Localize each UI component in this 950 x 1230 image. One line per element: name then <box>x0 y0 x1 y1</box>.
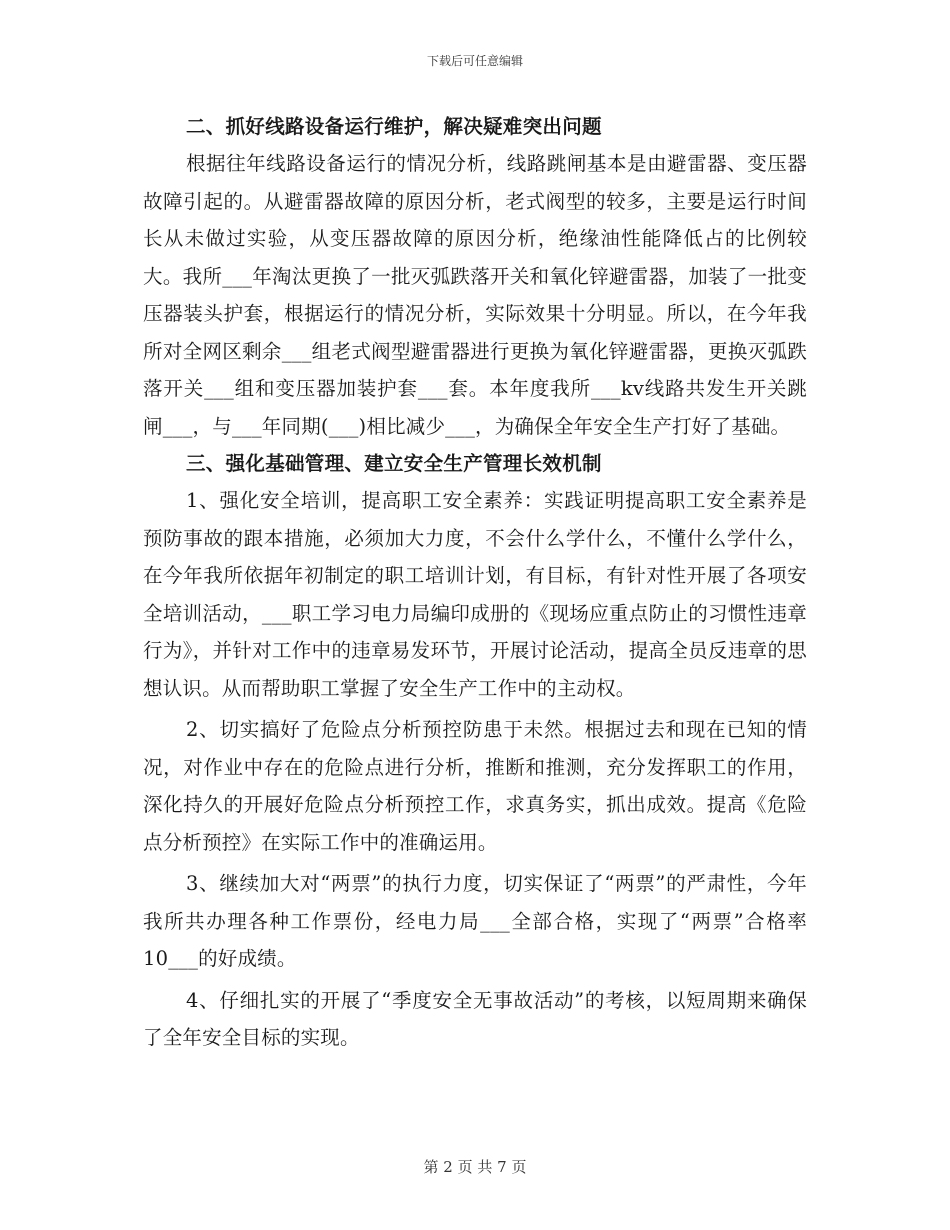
section-3-item-2: 2、切实搞好了危险点分析预控防患于未然。根据过去和现在已知的情况，对作业中存在的危险点进行分析，推断和推测，充分发挥职工的作用，深化持久的开展好危险点分析预控工作，求真务实，抓出成效。提高《危险点分析预控》在实际工作中的准确运用。 <box>143 718 807 854</box>
page-number: 第 2 页 共 7 页 <box>423 1158 527 1176</box>
document-body <box>143 108 807 1057</box>
section-3-item-1: 1、强化安全培训，提高职工安全素养：实践证明提高职工安全素养是预防事故的跟本措施，必须加大力度，不会什么学什么，不懂什么学什么，在今年我所依据年初制定的职工培训计划，有目标，有针对性开展了各项安全培训活动，___职工学习电力局编印成册的《现场应重点防止的习惯性违章行为》，并针对工作中的违章易发环节，开展讨论活动，提高全员反违章的思想认识。从而帮助职工掌握了安全生产工作中的主动权。 <box>143 489 807 700</box>
section-3-item-4: 4、仔细扎实的开展了“季度安全无事故活动”的考核，以短周期来确保了全年安全目标的实现。 <box>143 988 807 1049</box>
page-header-note: 下载后可任意编辑 <box>426 54 523 68</box>
section-heading-3: 三、强化基础管理、建立安全生产管理长效机制 <box>186 452 602 475</box>
section-heading-2: 二、抓好线路设备运行维护，解决疑难突出问题 <box>186 115 602 138</box>
section-3-item-3: 3、继续加大对“两票”的执行力度，切实保证了“两票”的严肃性，今年我所共办理各种工作票份，经电力局___全部合格，实现了“两票”合格率10___的好成绩。 <box>143 872 807 970</box>
section-2-paragraph: 根据往年线路设备运行的情况分析，线路跳闸基本是由避雷器、变压器故障引起的。从避雷器故障的原因分析，老式阀型的较多，主要是运行时间长从未做过实验，从变压器故障的原因分析，绝缘油性能降低占的比例较大。我所___年淘汰更换了一批灭弧跌落开关和氧化锌避雷器，加装了一批变压器装头护套，根据运行的情况分析，实际效果十分明显。所以，在今年我所对全网区剩余___组老式阀型避雷器进行更换为氧化锌避雷器，更换灭弧跌落开关___组和变压器加装护套___套。本年度我所___kv线路共发生开关跳闸___，与___年同期(___)相比减少___，为确保全年安全生产打好了基础。 <box>143 152 807 438</box>
